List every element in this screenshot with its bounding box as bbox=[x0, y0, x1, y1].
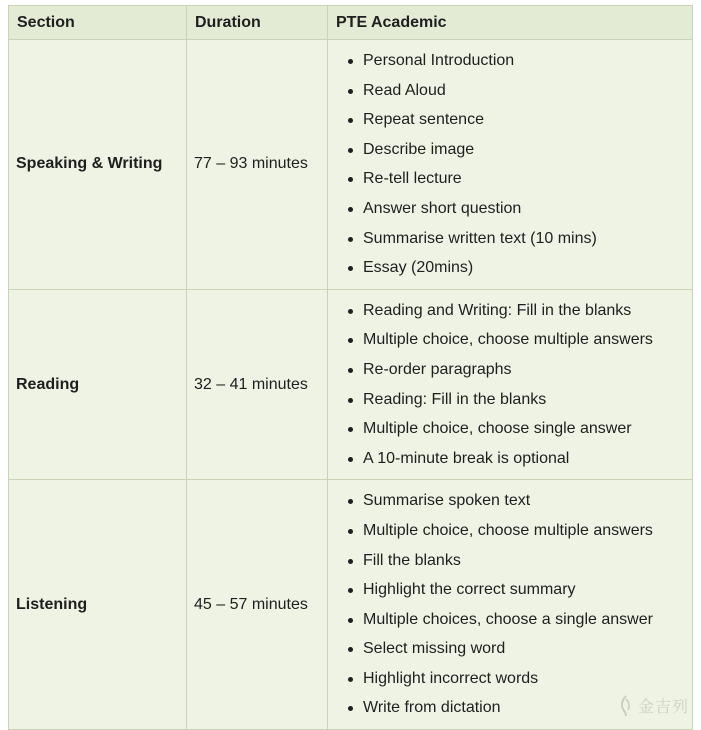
section-name: Listening bbox=[9, 480, 187, 730]
section-duration: 77 – 93 minutes bbox=[187, 40, 328, 290]
list-item: Fill the blanks bbox=[345, 546, 685, 576]
list-item: Re-order paragraphs bbox=[345, 355, 685, 385]
header-pte-academic: PTE Academic bbox=[328, 6, 693, 40]
pte-structure-table bbox=[8, 5, 693, 730]
section-duration: 45 – 57 minutes bbox=[187, 480, 328, 730]
task-list bbox=[335, 290, 685, 480]
watermark bbox=[617, 694, 689, 717]
section-duration: 32 – 41 minutes bbox=[187, 289, 328, 480]
list-item: Describe image bbox=[345, 135, 685, 165]
list-item: Re-tell lecture bbox=[345, 164, 685, 194]
table-row bbox=[9, 289, 693, 480]
table-row bbox=[9, 40, 693, 290]
list-item: Reading: Fill in the blanks bbox=[345, 385, 685, 415]
list-item: Write from dictation bbox=[345, 693, 685, 723]
list-item: Highlight incorrect words bbox=[345, 664, 685, 694]
list-item: Answer short question bbox=[345, 194, 685, 224]
header-duration: Duration bbox=[187, 6, 328, 40]
list-item: Personal Introduction bbox=[345, 46, 685, 76]
list-item: Multiple choice, choose multiple answers bbox=[345, 516, 685, 546]
list-item: Repeat sentence bbox=[345, 105, 685, 135]
task-list-cell bbox=[328, 480, 693, 730]
list-item: Multiple choices, choose a single answer bbox=[345, 605, 685, 635]
header-row bbox=[9, 6, 693, 40]
task-list-cell bbox=[328, 40, 693, 290]
section-name: Speaking & Writing bbox=[9, 40, 187, 290]
task-list bbox=[335, 480, 685, 729]
list-item: Select missing word bbox=[345, 634, 685, 664]
task-list-cell bbox=[328, 289, 693, 480]
list-item: Summarise written text (10 mins) bbox=[345, 224, 685, 254]
list-item: Read Aloud bbox=[345, 76, 685, 106]
list-item: Essay (20mins) bbox=[345, 253, 685, 283]
task-list bbox=[335, 40, 685, 289]
table-row bbox=[9, 480, 693, 730]
header-section: Section bbox=[9, 6, 187, 40]
brand-logo-icon bbox=[617, 695, 635, 717]
list-item: Highlight the correct summary bbox=[345, 575, 685, 605]
list-item: Reading and Writing: Fill in the blanks bbox=[345, 296, 685, 326]
list-item: Multiple choice, choose single answer bbox=[345, 414, 685, 444]
list-item: Summarise spoken text bbox=[345, 486, 685, 516]
section-name: Reading bbox=[9, 289, 187, 480]
list-item: A 10-minute break is optional bbox=[345, 444, 685, 474]
list-item: Multiple choice, choose multiple answers bbox=[345, 325, 685, 355]
watermark-text: 金吉列 bbox=[637, 697, 689, 716]
